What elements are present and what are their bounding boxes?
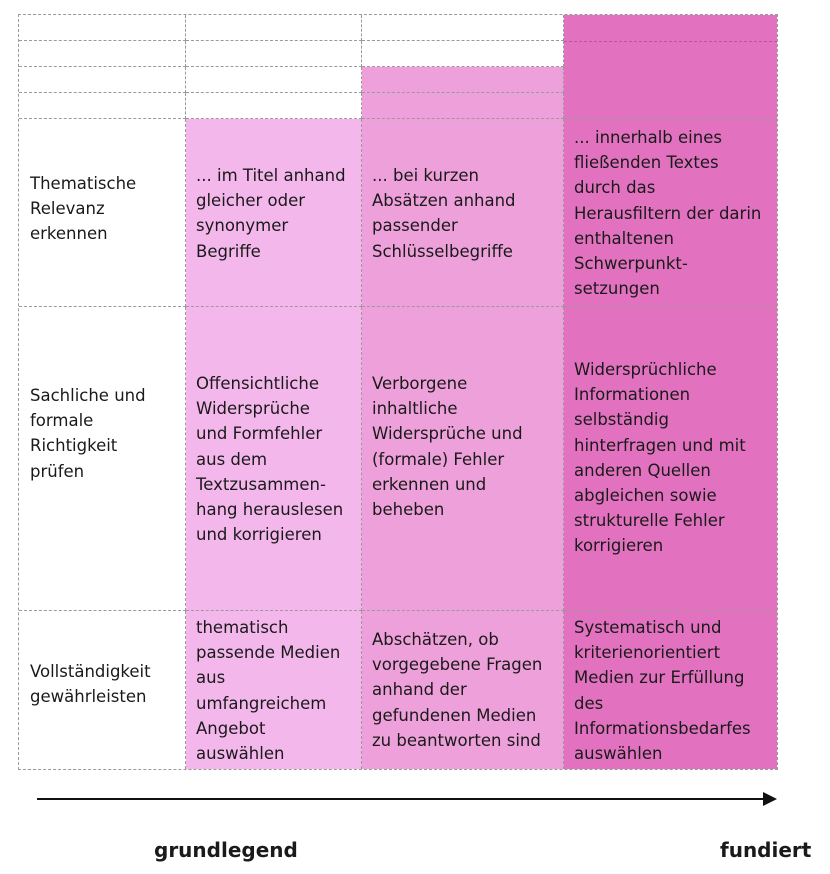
header-cell xyxy=(186,15,362,41)
header-cell-level2 xyxy=(362,67,564,93)
header-cell xyxy=(362,41,564,67)
row-label-cell xyxy=(19,307,186,611)
header-cell xyxy=(19,41,186,67)
level1-text: ... im Titel anhand gleicher oder synonymer Begriffe xyxy=(196,166,346,261)
arrow-head-icon xyxy=(763,792,777,806)
row-label: Vollständigkeit gewährleisten xyxy=(30,662,151,707)
level3-cell xyxy=(564,119,777,307)
competency-table xyxy=(18,14,778,770)
level3-cell xyxy=(564,611,777,769)
level1-cell xyxy=(186,611,362,769)
level2-text: Abschätzen, ob vorgegebene Fragen anhand der gefundenen Medien zu beantworten sind xyxy=(372,630,543,750)
header-cell-level2 xyxy=(362,93,564,119)
row-label-cell xyxy=(19,611,186,769)
header-cell xyxy=(186,41,362,67)
header-cell xyxy=(19,67,186,93)
level1-cell xyxy=(186,307,362,611)
level2-cell xyxy=(362,611,564,769)
row-label: Thematische Relevanz erkennen xyxy=(30,174,137,244)
level2-text: Verborgene inhaltliche Widersprüche und (formale) Fehler erkennen und beheben xyxy=(372,374,523,520)
header-cell xyxy=(186,67,362,93)
level3-cell xyxy=(564,307,777,611)
header-cell-level3 xyxy=(564,15,777,119)
header-cell xyxy=(19,15,186,41)
row-label-cell xyxy=(19,119,186,307)
level3-text: ... innerhalb eines fließenden Textes durch das Herausfiltern der darin enthaltenen Schwerpunkt- setzungen xyxy=(574,128,762,299)
header-cell xyxy=(19,93,186,119)
level1-text: thematisch passende Medien aus umfangreichem Angebot auswählen xyxy=(196,618,341,764)
level1-cell xyxy=(186,119,362,307)
level1-text: Offensichtliche Widersprüche und Formfehler aus dem Textzusammen- hang herauslesen und korrigieren xyxy=(196,374,344,545)
scale-end-label: fundiert xyxy=(720,838,812,862)
progression-arrow-line xyxy=(37,798,765,800)
level2-text: ... bei kurzen Absätzen anhand passender Schlüsselbegriffe xyxy=(372,166,516,261)
level3-text: Systematisch und kriterienorientiert Medien zur Erfüllung des Informationsbedarfes auswählen xyxy=(574,618,751,764)
scale-start-label: grundlegend xyxy=(154,838,298,862)
header-cell xyxy=(362,15,564,41)
level2-cell xyxy=(362,307,564,611)
header-cell xyxy=(186,93,362,119)
row-label: Sachliche und formale Richtigkeit prüfen xyxy=(30,386,146,481)
level2-cell xyxy=(362,119,564,307)
level3-text: Widersprüchliche Informationen selbständig hinterfragen und mit anderen Quellen abgleichen sowie strukturelle Fehler korrigieren xyxy=(574,360,746,556)
